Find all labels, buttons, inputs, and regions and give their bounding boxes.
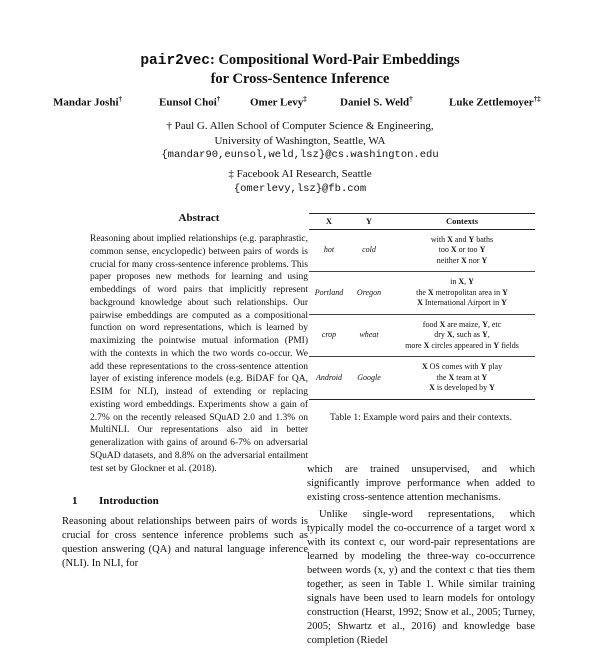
affiliation-line: † Paul G. Allen School of Computer Science & Engineering, (166, 120, 434, 132)
paragraph: which are trained unsupervised, and which significantly improve performance when added to existing cross-sentence attention mechanisms. (307, 463, 535, 503)
affiliation-line: ‡ Facebook AI Research, Seattle (228, 168, 372, 180)
cell-y: wheat (349, 314, 389, 357)
context-line: too X or too Y (438, 245, 486, 254)
author-list (50, 95, 560, 111)
section-heading: 1 Introduction (72, 495, 159, 508)
author: Luke Zettlemoyer†‡ (449, 95, 541, 109)
context-line: in X, Y (450, 277, 474, 286)
cell-x: crop (309, 314, 349, 357)
abstract-heading: Abstract (178, 212, 220, 224)
table-row (309, 272, 535, 315)
paragraph: Unlike single-word representations, which typically model the co-occurrence of a target word x with its context c, our word-pair representations are learned by modeling the three-way co-occurrence between words (x, y) and the context c that ties them together, as seen in Table 1. While similar training signals have been used to learn models for ontology construction (Hearst, 1992; Snow et al., 2005; Turney, 2005; Shwartz et al., 2016) and knowledge base completion (Riedel (307, 508, 535, 646)
cell-contexts (389, 272, 535, 315)
right-column (307, 213, 535, 651)
cell-y: Google (349, 357, 389, 400)
author: Mandar Joshi† (53, 95, 123, 109)
title-rest-part: : Compositional Word-Pair Embeddings (209, 52, 460, 68)
context-line: more X circles appeared in Y fields (405, 340, 519, 350)
context-line: X is developed by Y (429, 383, 495, 392)
cell-x: hot (309, 229, 349, 272)
cell-contexts (389, 314, 535, 357)
word-pair-table (309, 213, 535, 400)
cell-contexts (389, 357, 535, 400)
cell-y: cold (349, 229, 389, 272)
affiliation-fair (0, 167, 600, 196)
paper-title (0, 51, 600, 88)
context-line: with X and Y baths (430, 234, 494, 244)
table-row (309, 357, 535, 400)
cell-contexts (389, 229, 535, 272)
context-line: X OS comes with Y play (421, 362, 503, 371)
context-line: neither X nor Y (436, 255, 488, 265)
cell-y: Oregon (349, 272, 389, 315)
context-line: X International Airport in Y (417, 298, 507, 307)
table-header: Y (349, 214, 389, 230)
context-line: the X metropolitan area in Y (416, 287, 508, 297)
email-address: {omerlevy,lsz}@fb.com (233, 182, 367, 195)
context-line: dry X, such as Y, (434, 330, 490, 339)
cell-x: Portland (309, 272, 349, 315)
table-row (309, 314, 535, 357)
title-line2: for Cross-Sentence Inference (210, 71, 390, 87)
table-header: Contexts (389, 214, 535, 230)
author: Daniel S. Weld† (340, 95, 413, 109)
intro-paragraph: Reasoning about relationships between pairs of words is crucial for cross sentence inference problems such as question answering (QA) and natural language inference (NLI). In NLI, for (62, 516, 308, 570)
email-address: {mandar90,eunsol,weld,lsz}@cs.washington.edu (161, 149, 439, 161)
cell-x: Android (309, 357, 349, 400)
context-line: the X team at Y (436, 372, 488, 382)
table-row (309, 229, 535, 272)
author: Eunsol Choi† (159, 95, 221, 109)
affiliation-line: University of Washington, Seattle, WA (214, 134, 386, 147)
table-header: X (309, 214, 349, 230)
author: Omer Levy‡ (250, 95, 307, 109)
title-mono-part: pair2vec (140, 53, 210, 69)
right-body-text (307, 463, 535, 648)
table-caption: Table 1: Example word pairs and their contexts. (330, 412, 512, 423)
left-column (62, 212, 308, 571)
affiliation-uw (0, 119, 600, 163)
abstract-text: Reasoning about implied relationships (e.g. paraphrastic, common sense, encyclopedic) between pairs of words is crucial for many cross-sentence inference problems. This paper proposes new methods for learning and using embeddings of word pairs that implicitly represent background knowledge about such relationships. Our pairwise embeddings are computed as a compositional function on word representations, which is learned by maximizing the pointwise mutual information (PMI) with the contexts in which the two words co-occur. We add these representations to the cross-sentence attention layer of existing inference models (e.g. BiDAF for QA, ESIM for NLI), instead of extending or replacing existing word embeddings. Experiments show a gain of 2.7% on the recently released SQuAD 2.0 and 1.3% on MultiNLI. Our representations also aid in better generalization with gains of around 6-7% on adversarial SQuAD datasets, and 8.8% on the adversarial entailment test set by Glockner et al. (2018). (90, 234, 308, 474)
context-line: food X are maize, Y, etc (422, 319, 502, 329)
